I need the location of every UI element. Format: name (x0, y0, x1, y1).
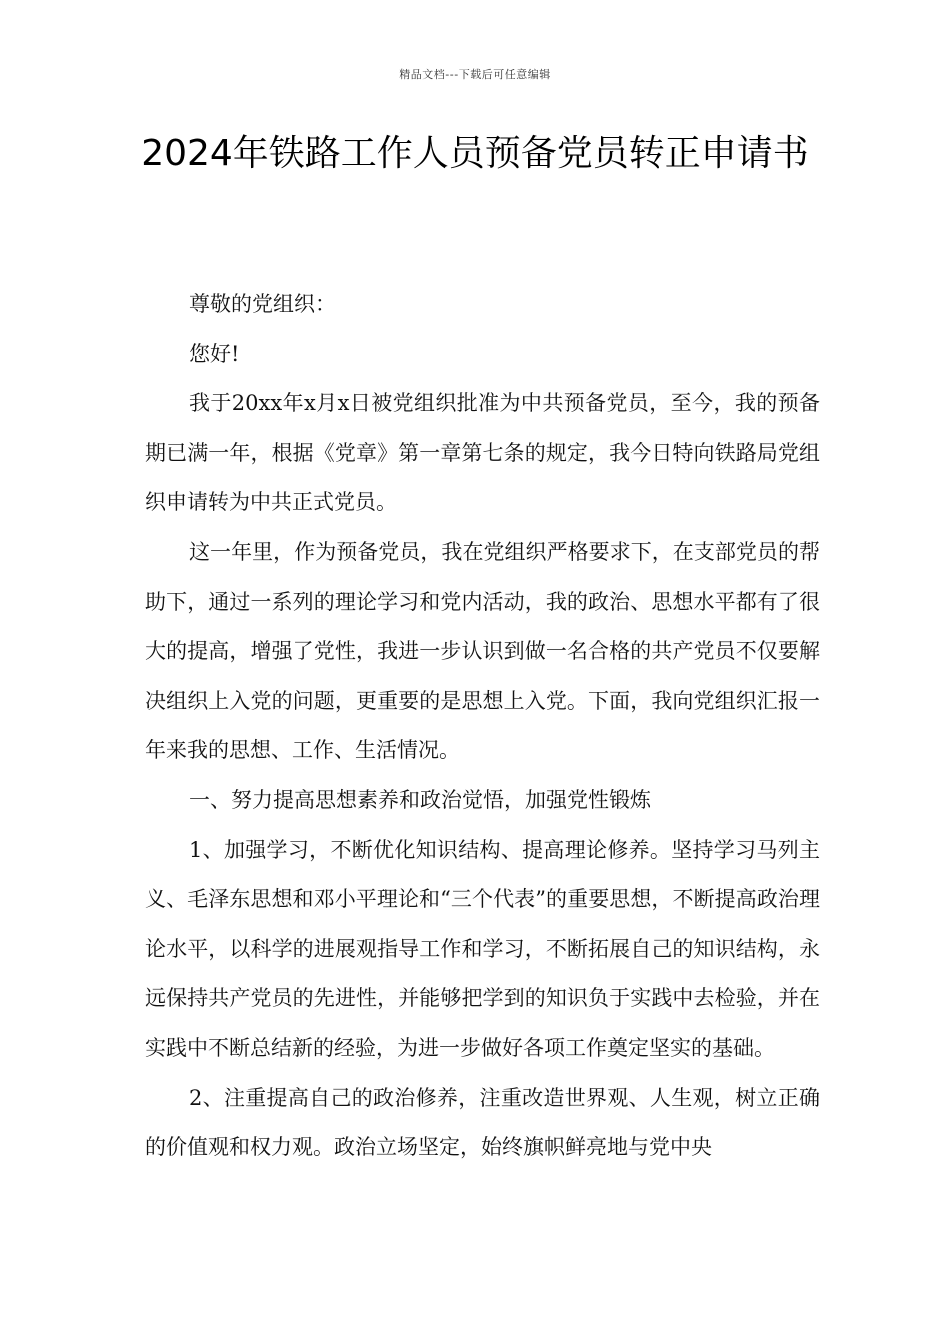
body-paragraph: 1、加强学习，不断优化知识结构、提高理论修养。坚持学习马列主义、毛泽东思想和邓小平理论和“三个代表”的重要思想，不断提高政治理论水平，以科学的进展观指导工作和学习，不断拓展自己的知识结构，永远保持共产党员的先进性，并能够把学到的知识负于实践中去检验，并在实践中不断总结新的经验，为进一步做好各项工作奠定坚实的基础。 (145, 837, 820, 1060)
body-paragraph: 我于20xx年x月x日被党组织批准为中共预备党员，至今，我的预备期已满一年，根据《党章》第一章第七条的规定，我今日特向铁路局党组织申请转为中共正式党员。 (145, 391, 820, 515)
body-paragraph: 这一年里，作为预备党员，我在党组织严格要求下，在支部党员的帮助下，通过一系列的理论学习和党内活动，我的政治、思想水平都有了很大的提高，增强了党性，我进一步认识到做一名合格的共产党员不仅要解决组织上入党的问题，更重要的是思想上入党。下面，我向党组织汇报一年来我的思想、工作、生活情况。 (145, 539, 820, 763)
header-note: 精品文档---下载后可任意编辑 (399, 68, 551, 81)
salutation: 尊敬的党组织： (189, 292, 336, 316)
document-title: 2024年铁路工作人员预备党员转正申请书 (141, 133, 809, 174)
greeting: 您好! (189, 341, 240, 366)
section-heading: 一、努力提高思想素养和政治觉悟，加强党性锻炼 (189, 787, 651, 812)
document-body (145, 280, 820, 1173)
body-paragraph: 2、注重提高自己的政治修养，注重改造世界观、人生观，树立正确的价值观和权力观。政治立场坚定，始终旗帜鲜亮地与党中央 (145, 1085, 820, 1160)
